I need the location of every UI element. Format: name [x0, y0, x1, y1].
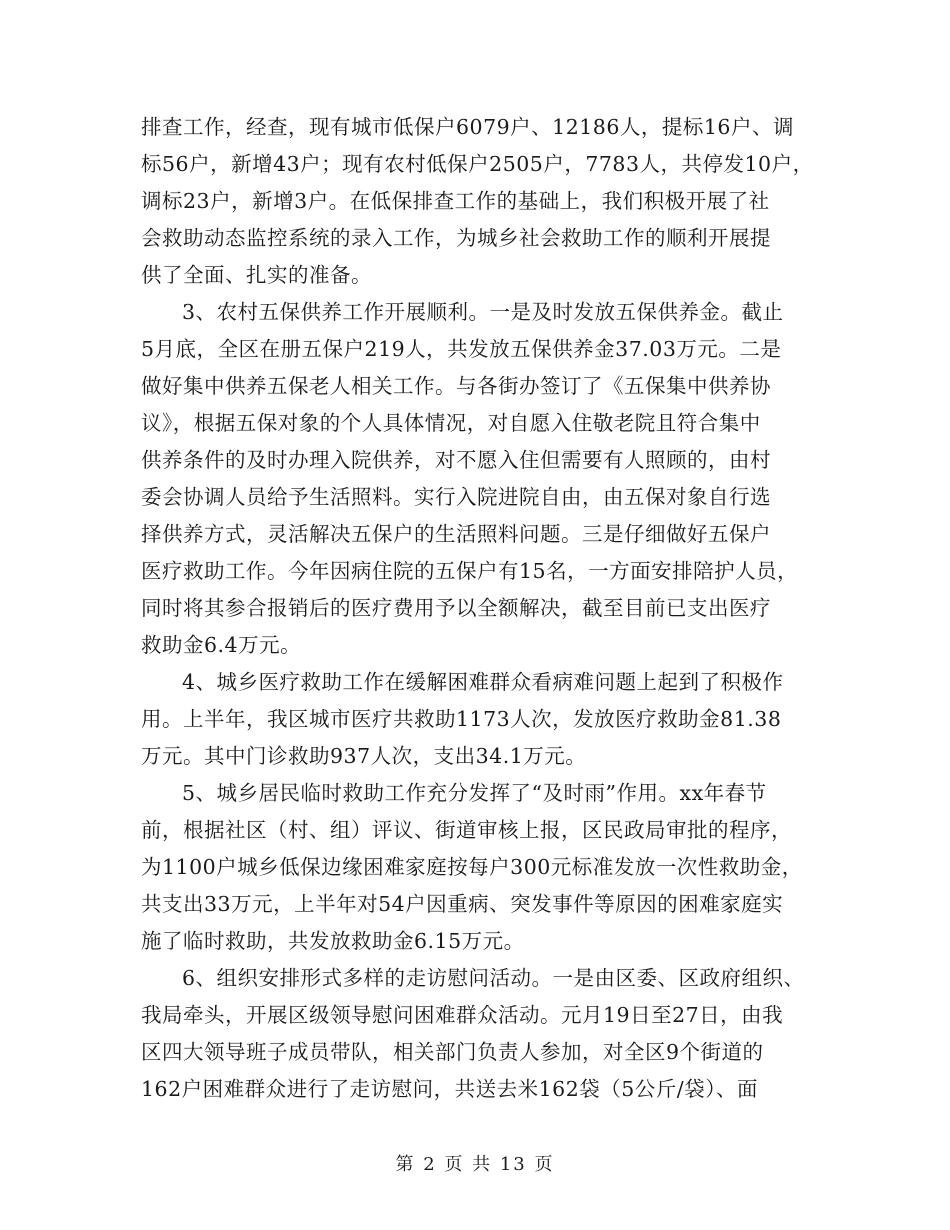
text-line: 4、城乡医疗救助工作在缓解困难群众看病难问题上起到了积极作 [182, 670, 784, 694]
text-line: 共支出33万元，上半年对54户因重病、突发事件等原因的困难家庭实 [141, 892, 784, 916]
text-line: 医疗救助工作。今年因病住院的五保户有15名，一方面安排陪护人员， [141, 559, 799, 583]
text-line: 同时将其参合报销后的医疗费用予以全额解决，截至目前已支出医疗 [141, 596, 771, 620]
text-line: 6、组织安排形式多样的走访慰问活动。一是由区委、区政府组织、 [182, 966, 805, 990]
text-line: 万元。其中门诊救助937人次，支出34.1万元。 [141, 744, 587, 768]
text-line: 标56户，新增43户；现有农村低保户2505户，7783人，共停发10户， [141, 152, 814, 176]
text-line: 供了全面、扎实的准备。 [141, 263, 372, 287]
text-line: 调标23户，新增3户。在低保排查工作的基础上，我们积极开展了社 [141, 189, 770, 213]
text-line: 为1100户城乡低保边缘困难家庭按每户300元标准发放一次性救助金， [141, 855, 803, 879]
text-line: 救助金6.4万元。 [141, 633, 302, 657]
text-line: 排查工作，经查，现有城市低保户6079户、12186人，提标16户、调 [141, 115, 794, 139]
text-line: 择供养方式，灵活解决五保户的生活照料问题。三是仔细做好五保户 [141, 522, 771, 546]
text-line: 会救助动态监控系统的录入工作，为城乡社会救助工作的顺利开展提 [141, 226, 771, 250]
text-line: 施了临时救助，共发放救助金6.15万元。 [141, 929, 525, 953]
text-line: 3、农村五保供养工作开展顺利。一是及时发放五保供养金。截止 [182, 300, 784, 324]
text-line: 162户困难群众进行了走访慰问，共送去米162袋（5公斤/袋）、面 [141, 1077, 758, 1101]
text-line: 区四大领导班子成员带队，相关部门负责人参加，对全区9个街道的 [141, 1040, 764, 1064]
text-line: 供养条件的及时办理入院供养，对不愿入住但需要有人照顾的，由村 [141, 448, 771, 472]
text-line: 5、城乡居民临时救助工作充分发挥了“及时雨”作用。xx年春节 [182, 781, 767, 805]
page-footer: 第 2 页 共 13 页 [395, 1154, 555, 1175]
text-line: 前，根据社区（村、组）评议、街道审核上报，区民政局审批的程序， [141, 818, 792, 842]
text-line: 用。上半年，我区城市医疗共救助1173人次，发放医疗救助金81.38 [141, 707, 782, 731]
text-line: 议》，根据五保对象的个人具体情况，对自愿入住敬老院且符合集中 [141, 411, 761, 435]
text-line: 5月底，全区在册五保户219人，共发放五保供养金37.03万元。二是 [141, 337, 782, 361]
text-line: 做好集中供养五保老人相关工作。与各街办签订了《五保集中供养协 [141, 374, 771, 398]
text-line: 委会协调人员给予生活照料。实行入院进院自由，由五保对象自行选 [141, 485, 771, 509]
text-line: 我局牵头，开展区级领导慰问困难群众活动。元月19日至27日，由我 [141, 1003, 784, 1027]
